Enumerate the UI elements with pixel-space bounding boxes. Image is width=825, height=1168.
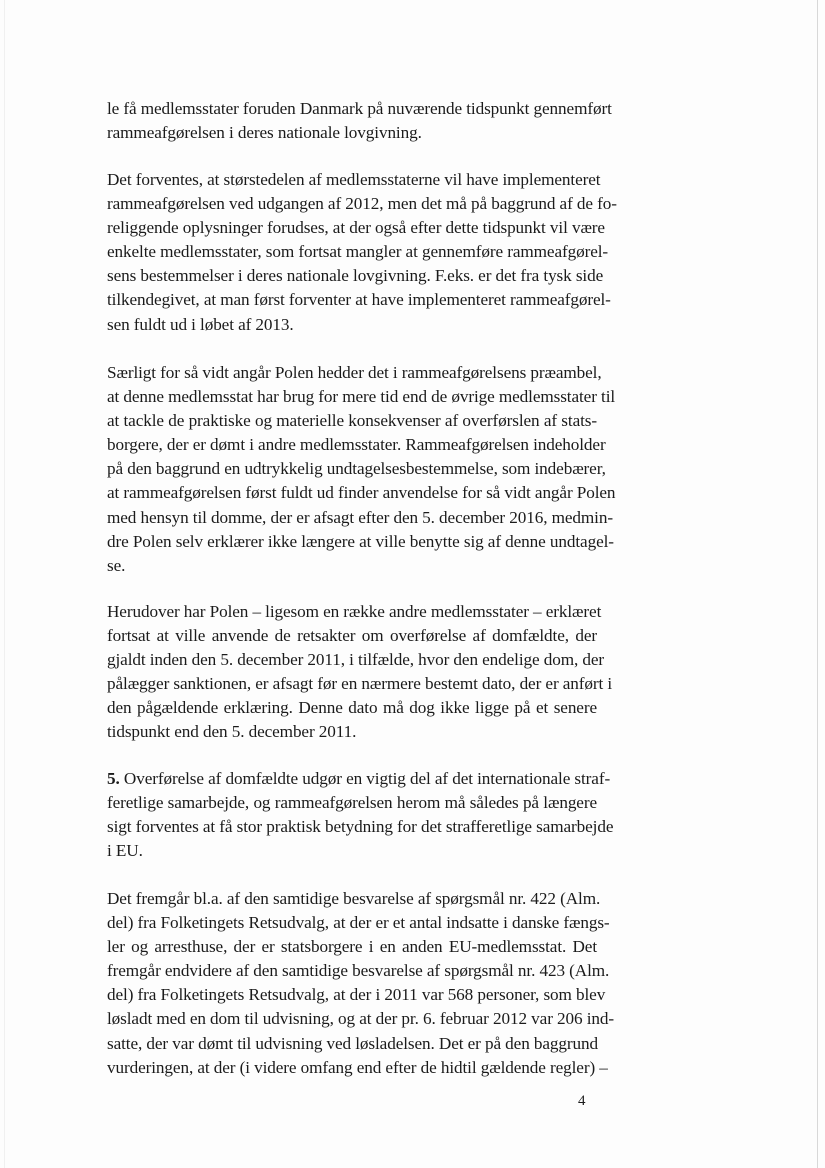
paragraph-5 xyxy=(107,767,614,863)
paragraph-line: ler og arresthuse, der er statsborgere i en anden EU-medlemsstat. Det xyxy=(107,937,597,957)
paragraph-line: løsladt med en dom til udvisning, og at der pr. 6. februar 2012 var 206 ind- xyxy=(107,1009,614,1029)
paragraph-line: religgende oplysninger forudses, at der også efter dette tidspunkt vil være xyxy=(107,218,605,238)
paragraph-line: sen fuldt ud i løbet af 2013. xyxy=(107,314,294,334)
paragraph-line: le få medlemsstater foruden Danmark på nuværende tidspunkt gennemført xyxy=(107,99,612,118)
paragraph-line: sens bestemmelser i deres nationale lovgivning. F.eks. er det fra tysk side xyxy=(107,266,604,286)
paragraph-3 xyxy=(107,361,616,578)
paragraph-line: rammeafgørelsen ved udgangen af 2012, men det må på baggrund af de fo- xyxy=(107,194,617,214)
paragraph-line: del) fra Folketingets Retsudvalg, at der er et antal indsatte i danske fængs- xyxy=(107,913,610,933)
paragraph-line: at tackle de praktiske og materielle konsekvenser af overførslen af stats- xyxy=(107,411,597,431)
paragraph-line: feretlige samarbejde, og rammeafgørelsen herom må således på længere xyxy=(107,793,597,813)
paragraph-line: tidspunkt end den 5. december 2011. xyxy=(107,722,357,742)
paragraph-line: gjaldt inden den 5. december 2011, i tilfælde, hvor den endelige dom, der xyxy=(107,650,605,670)
paragraph-line: dre Polen selv erklærer ikke længere at ville benytte sig af denne undtagel- xyxy=(107,531,614,551)
paragraph-line: fortsat at ville anvende de retsakter om overførelse af domfældte, der xyxy=(107,626,597,646)
page-number: 4 xyxy=(578,1093,586,1109)
paragraph-line: at rammeafgørelsen først fuldt ud finder anvendelse for så vidt angår Polen xyxy=(107,483,616,503)
section-number: 5. xyxy=(107,769,120,788)
paragraph-line xyxy=(107,767,611,791)
paragraph-line: i EU. xyxy=(107,841,143,861)
scan-edge-left xyxy=(4,0,5,1168)
scan-edge-right xyxy=(817,0,818,1168)
paragraph-line: sigt forventes at få stor praktisk betydning for det strafferetlige samarbejde xyxy=(107,817,614,837)
paragraph-1 xyxy=(107,97,612,145)
section-first-line: Overførelse af domfældte udgør en vigtig del af det internationale straf- xyxy=(119,769,611,788)
paragraph-line: Særligt for så vidt angår Polen hedder det i rammeafgørelsens præambel, xyxy=(107,363,602,382)
paragraph-line: vurderingen, at der (i videre omfang end efter de hidtil gældende regler) – xyxy=(107,1057,608,1077)
paragraph-line: del) fra Folketingets Retsudvalg, at der i 2011 var 568 personer, som blev xyxy=(107,985,606,1005)
paragraph-line: at denne medlemsstat har brug for mere tid end de øvrige medlemsstater til xyxy=(107,387,616,407)
paragraph-4 xyxy=(107,600,613,745)
paragraph-line: på den baggrund en udtrykkelig undtagelsesbestemmelse, som indebærer, xyxy=(107,459,606,479)
paragraph-line: enkelte medlemsstater, som fortsat mangler at gennemføre rammeafgørel- xyxy=(107,242,609,262)
paragraph-line: Herudover har Polen – ligesom en række andre medlemsstater – erklæret xyxy=(107,602,602,621)
paragraph-line: pålægger sanktionen, er afsagt før en nærmere bestemt dato, der er anført i xyxy=(107,674,613,694)
paragraph-line: rammeafgørelsen i deres nationale lovgivning. xyxy=(107,123,422,143)
paragraph-2 xyxy=(107,168,617,337)
paragraph-line: tilkendegivet, at man først forventer at have implementeret rammeafgørel- xyxy=(107,290,611,310)
paragraph-line: Det forventes, at størstedelen af medlemsstaterne vil have implementeret xyxy=(107,170,601,189)
paragraph-line: med hensyn til domme, der er afsagt efter den 5. december 2016, medmin- xyxy=(107,507,613,527)
paragraph-line: se. xyxy=(107,555,126,575)
paragraph-line: satte, der var dømt til udvisning ved løsladelsen. Det er på den baggrund xyxy=(107,1033,599,1053)
paragraph-6 xyxy=(107,887,614,1080)
paragraph-line: fremgår endvidere af den samtidige besvarelse af spørgsmål nr. 423 (Alm. xyxy=(107,961,610,981)
paragraph-line: Det fremgår bl.a. af den samtidige besvarelse af spørgsmål nr. 422 (Alm. xyxy=(107,889,601,908)
paragraph-line: borgere, der er dømt i andre medlemsstater. Rammeafgørelsen indeholder xyxy=(107,435,606,455)
paragraph-line: den pågældende erklæring. Denne dato må dog ikke ligge på et senere xyxy=(107,698,597,718)
